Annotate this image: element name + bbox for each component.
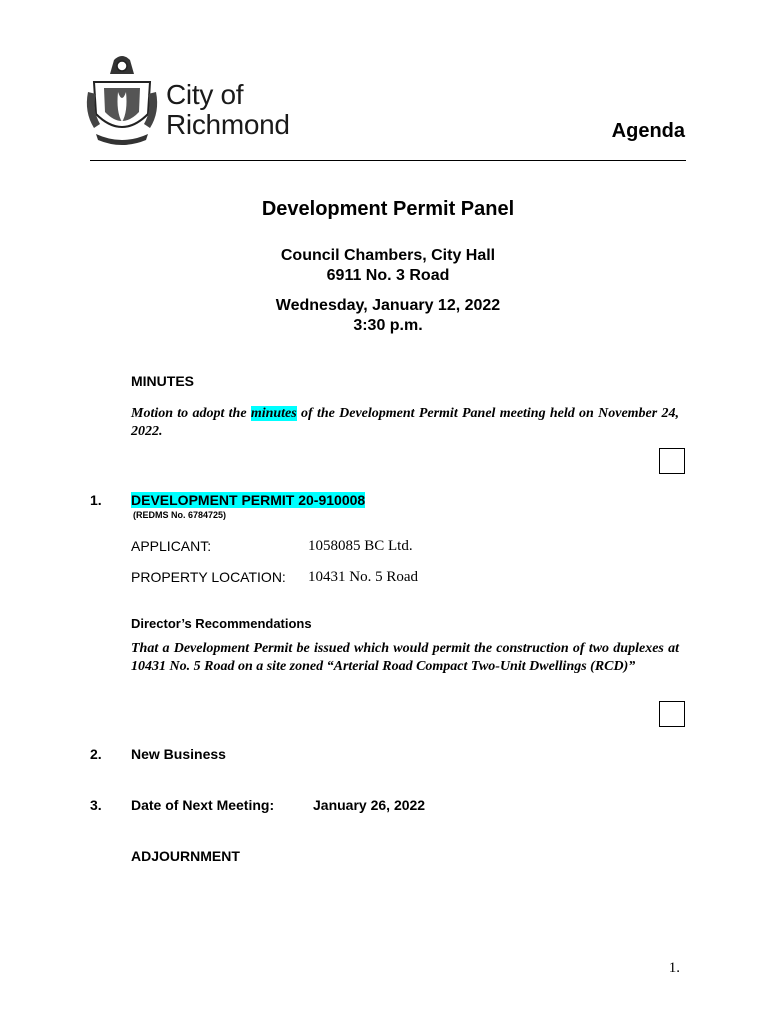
city-name-line1: City of: [166, 79, 244, 110]
city-crest-logo: [84, 52, 160, 146]
minutes-heading: MINUTES: [131, 373, 194, 389]
header-divider: [90, 160, 686, 161]
meeting-datetime: [90, 296, 686, 336]
meeting-title: Development Permit Panel: [261, 198, 515, 220]
recommendations-heading: Director’s Recommendations: [131, 616, 312, 631]
applicant-value: 1058085 BC Ltd.: [308, 538, 413, 554]
item-1-number: 1.: [90, 492, 102, 508]
item-1-checkbox[interactable]: [659, 701, 685, 727]
item-1-redms: (REDMS No. 6784725): [133, 510, 227, 520]
applicant-label: APPLICANT:: [131, 538, 212, 554]
city-name-wordmark: [166, 80, 290, 140]
item-3-number: 3.: [90, 797, 102, 813]
property-location-label: PROPERTY LOCATION:: [131, 569, 286, 585]
document-type-title: Agenda: [611, 120, 685, 142]
city-name-line2: Richmond: [166, 109, 290, 140]
venue-line1: Council Chambers, City Hall: [280, 247, 496, 264]
property-location-value: 10431 No. 5 Road: [308, 569, 418, 585]
item-3-title: Date of Next Meeting:: [131, 797, 275, 813]
item-2-title: New Business: [131, 746, 226, 762]
minutes-link[interactable]: minutes: [250, 406, 297, 421]
venue-line2: 6911 No. 3 Road: [326, 267, 450, 284]
meeting-date: Wednesday, January 12, 2022: [275, 297, 501, 314]
meeting-venue: [90, 246, 686, 286]
motion-suffix: of the Development Permit Panel meeting held on November 24, 2022.: [131, 406, 679, 439]
item-1-title: [131, 492, 365, 508]
meeting-time: 3:30 p.m.: [353, 317, 423, 334]
adjournment-heading: ADJOURNMENT: [131, 848, 240, 864]
motion-prefix: Motion to adopt the: [131, 406, 251, 421]
recommendation-text: That a Development Permit be issued which would permit the construction of two duplexes at 10431 No. 5 Road on a site zoned “Arterial Road Compact Two-Unit Dwellings (RCD)”: [131, 641, 679, 674]
next-meeting-date: January 26, 2022: [313, 797, 426, 813]
minutes-checkbox[interactable]: [659, 448, 685, 474]
minutes-motion: [131, 405, 679, 441]
item-1-title-link[interactable]: DEVELOPMENT PERMIT 20-910008: [131, 492, 366, 508]
page-number: 1.: [668, 960, 680, 976]
item-2-number: 2.: [90, 746, 102, 762]
